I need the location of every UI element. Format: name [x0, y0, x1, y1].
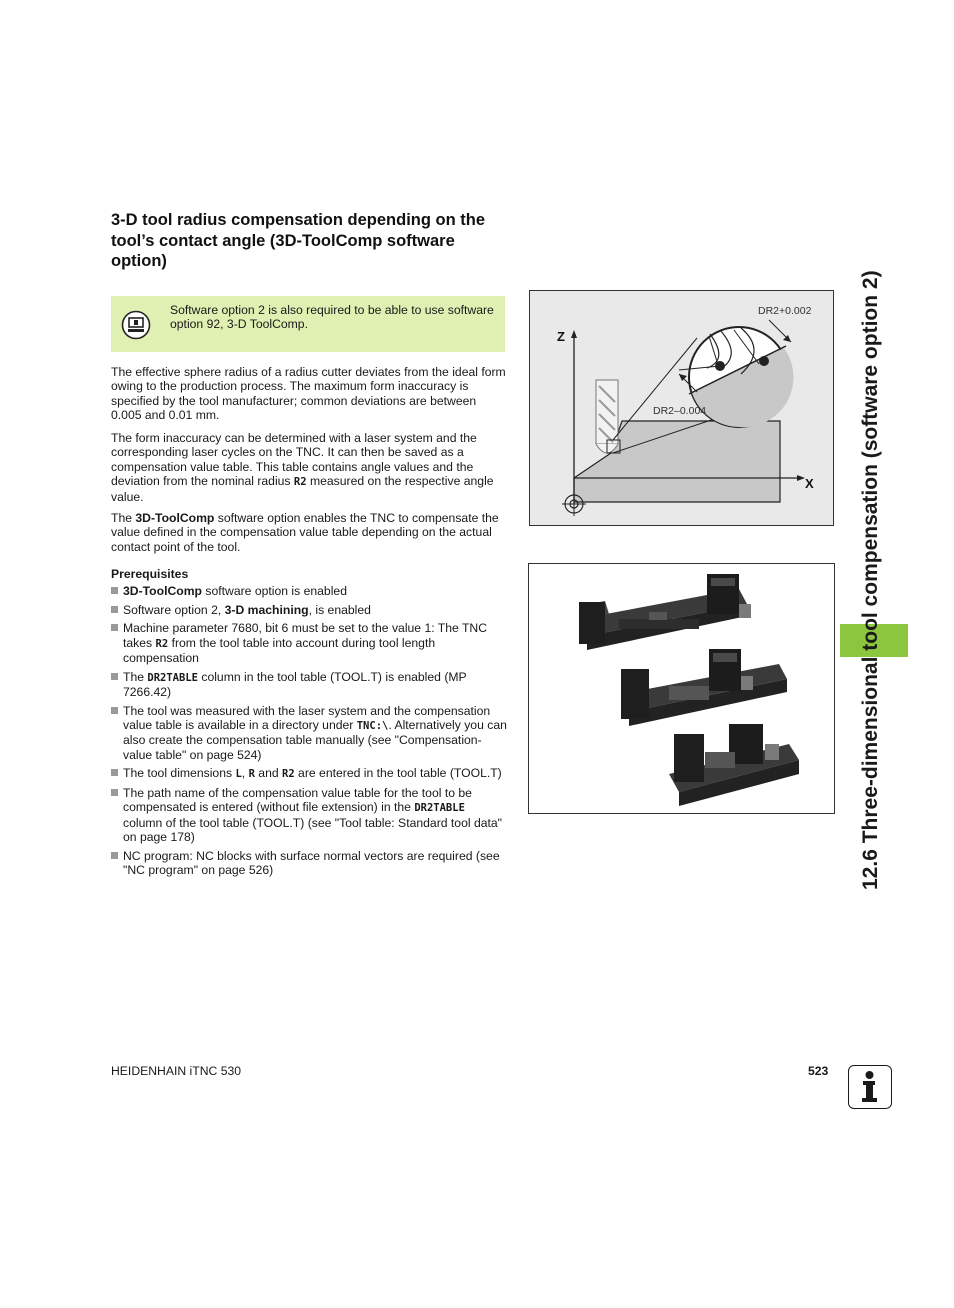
paragraph-3: The 3D-ToolComp software option enables the TNC to compensate the value defined in the compensation value table depending on the actual contact point of the tool. [111, 511, 499, 554]
page-number: 523 [808, 1064, 829, 1078]
list-item: NC program: NC blocks with surface normal vectors are required (see "NC program" on page 526) [111, 849, 507, 878]
label-dr2-plus: DR2+0.002 [758, 305, 812, 317]
laser-devices-photo [528, 563, 835, 814]
prerequisites-heading: Prerequisites [111, 567, 189, 581]
label-dr2-minus: DR2–0.004 [653, 405, 707, 417]
list-item: The tool was measured with the laser system and the compensation value table is available in a directory under TNC:\. Alternatively you can also create the compensation table manually (see "Compensation-value table" on page 524) [111, 704, 507, 763]
list-item: The path name of the compensation value table for the tool to be compensated is entered (without file extension) in the DR2TABLE column of the tool table (TOOL.T) (see "Tool table: Standard tool data" on page 178) [111, 786, 507, 845]
machine-note-icon [121, 310, 151, 340]
list-item: The tool dimensions L, R and R2 are entered in the tool table (TOOL.T) [111, 766, 507, 781]
compensation-diagram [529, 290, 834, 526]
info-icon [848, 1065, 892, 1109]
axis-x-label: X [805, 476, 814, 491]
prerequisites-list [111, 584, 507, 882]
list-item: 3D-ToolComp software option is enabled [111, 584, 507, 598]
list-item: Machine parameter 7680, bit 6 must be set to the value 1: The TNC takes R2 from the tool table into account during tool length compensation [111, 621, 507, 665]
note-text: Software option 2 is also required to be able to use software option 92, 3-D ToolComp. [170, 303, 494, 332]
footer-product: HEIDENHAIN iTNC 530 [111, 1064, 242, 1078]
list-item: The DR2TABLE column in the tool table (TOOL.T) is enabled (MP 7266.42) [111, 670, 507, 700]
paragraph-2: The form inaccuracy can be determined with a laser system and the corresponding laser cycles on the TNC. It can then be saved as a compensation value table. This table contains angle values and the deviation from the nominal radius R2 measured on the respective angle value. [111, 431, 494, 504]
axis-z-label: Z [557, 329, 565, 344]
note-box [111, 296, 505, 352]
section-heading: 3-D tool radius compensation depending on the tool’s contact angle (3D-ToolComp software option) [111, 211, 486, 270]
chapter-sidebar-title: 12.6 Three-dimensional tool compensation (software option 2) [859, 270, 882, 890]
list-item: Software option 2, 3-D machining, is enabled [111, 603, 507, 617]
paragraph-1: The effective sphere radius of a radius cutter deviates from the ideal form owing to the production process. The maximum form inaccuracy is specified by the tool manufacturer; common deviations are between 0.005 and 0.01 mm. [111, 365, 506, 423]
